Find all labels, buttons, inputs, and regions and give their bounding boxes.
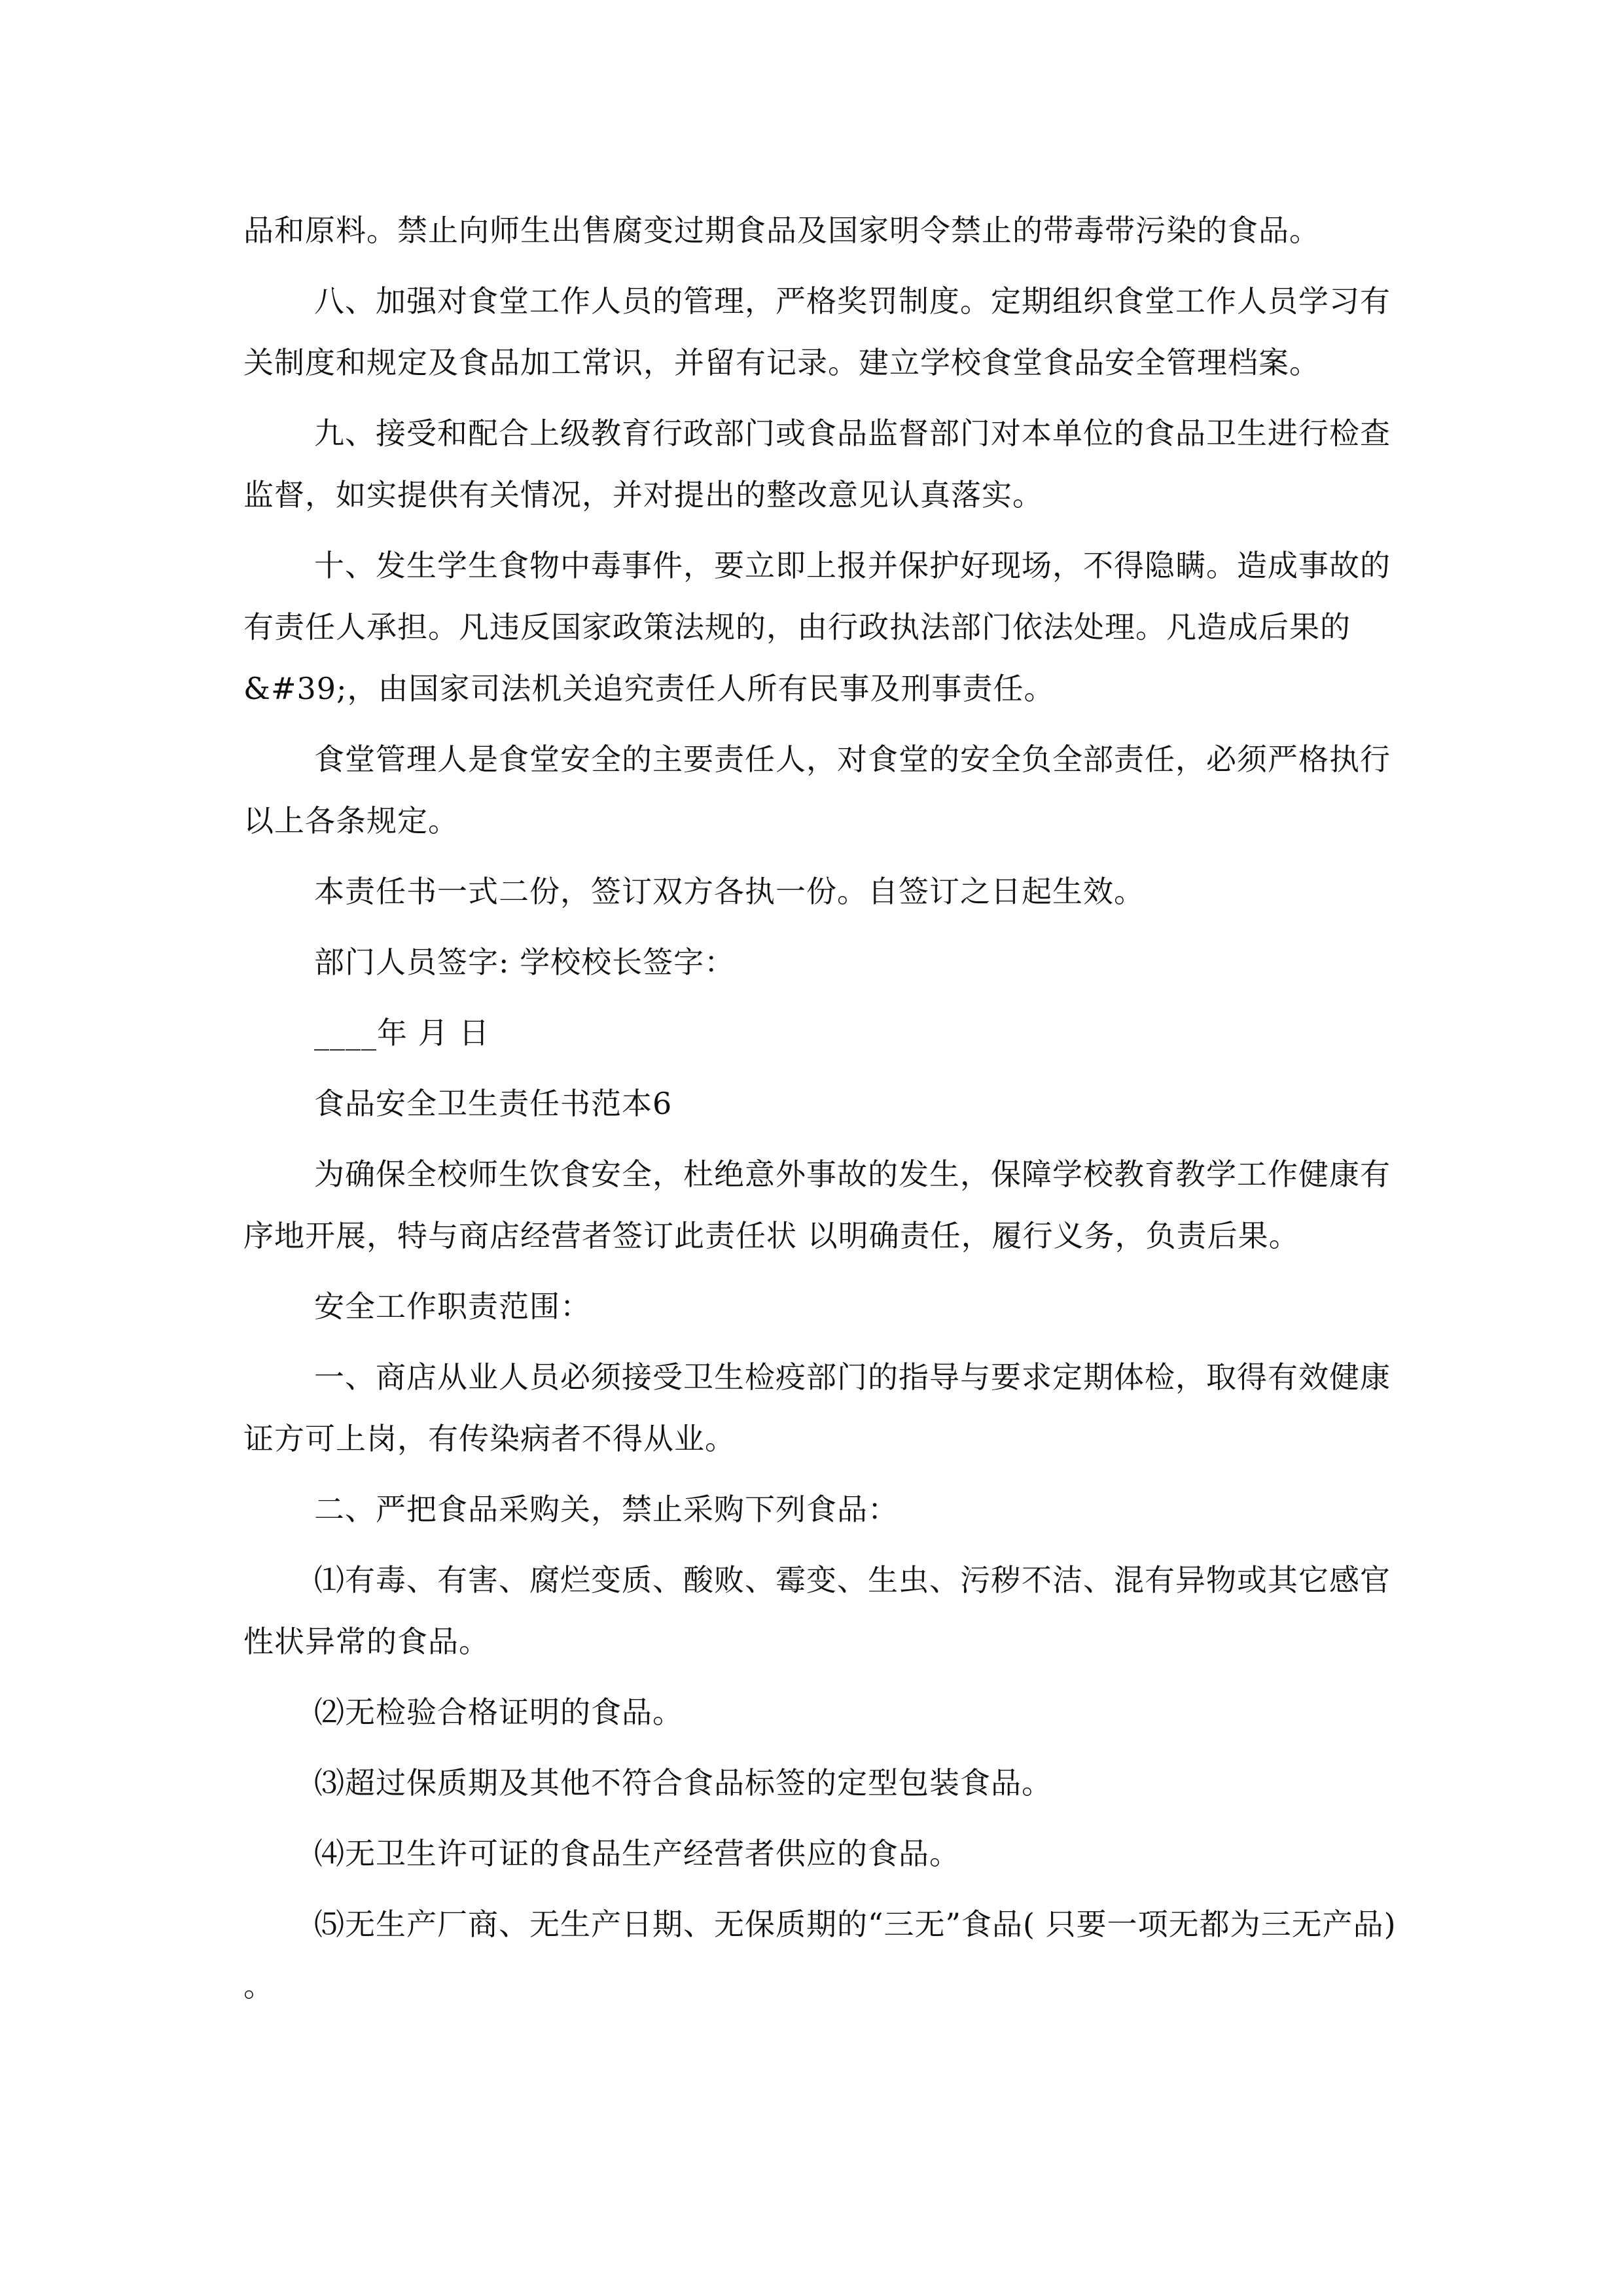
paragraph: 食堂管理人是食堂安全的主要责任人，对食堂的安全负全部责任，必须严格执行以上各条规定。 bbox=[243, 742, 1391, 838]
signature-line: 部门人员签字: 学校校长签字： bbox=[314, 944, 736, 980]
document-body bbox=[243, 200, 1400, 2026]
paragraph: 八、加强对食堂工作人员的管理，严格奖罚制度。定期组织食堂工作人员学习有关制度和规定及食品加工常识，并留有记录。建立学校食堂食品安全管理档案。 bbox=[243, 283, 1391, 380]
section-title: 食品安全卫生责任书范本6 bbox=[314, 1086, 673, 1121]
list-item: ⑷无卫生许可证的食品生产经营者供应的食品。 bbox=[314, 1836, 960, 1871]
list-item: ⑸无生产厂商、无生产日期、无保质期的“三无”食品( 只要一项无都为三无产品) 。 bbox=[243, 1907, 1397, 2003]
date-line: ____年 月 日 bbox=[314, 1015, 490, 1050]
paragraph: 九、接受和配合上级教育行政部门或食品监督部门对本单位的食品卫生进行检查监督，如实提供有关情况，并对提出的整改意见认真落实。 bbox=[243, 416, 1391, 512]
list-item: ⑴有毒、有害、腐烂变质、酸败、霉变、生虫、污秽不洁、混有异物或其它感官性状异常的食品。 bbox=[243, 1562, 1391, 1659]
paragraph: 为确保全校师生饮食安全，杜绝意外事故的发生，保障学校教育教学工作健康有序地开展，特与商店经营者签订此责任状 以明确责任，履行义务，负责后果。 bbox=[243, 1157, 1391, 1253]
paragraph: 十、发生学生食物中毒事件，要立即上报并保护好现场，不得隐瞒。造成事故的有责任人承担。凡违反国家政策法规的，由行政执法部门依法处理。凡造成后果的&#39;，由国家司法机关追究责任人所有民事及刑事责任。 bbox=[243, 548, 1391, 706]
paragraph: 品和原料。禁止向师生出售腐变过期食品及国家明令禁止的带毒带污染的食品。 bbox=[243, 213, 1320, 248]
paragraph: 一、商店从业人员必须接受卫生检疫部门的指导与要求定期体检，取得有效健康证方可上岗，有传染病者不得从业。 bbox=[243, 1359, 1391, 1456]
list-item: ⑶超过保质期及其他不符合食品标签的定型包装食品。 bbox=[314, 1765, 1052, 1801]
paragraph: 二、严把食品采购关，禁止采购下列食品： bbox=[314, 1492, 899, 1527]
list-item: ⑵无检验合格证明的食品。 bbox=[314, 1695, 683, 1730]
paragraph: 本责任书一式二份，签订双方各执一份。自签订之日起生效。 bbox=[314, 874, 1145, 909]
paragraph: 安全工作职责范围： bbox=[314, 1289, 591, 1324]
